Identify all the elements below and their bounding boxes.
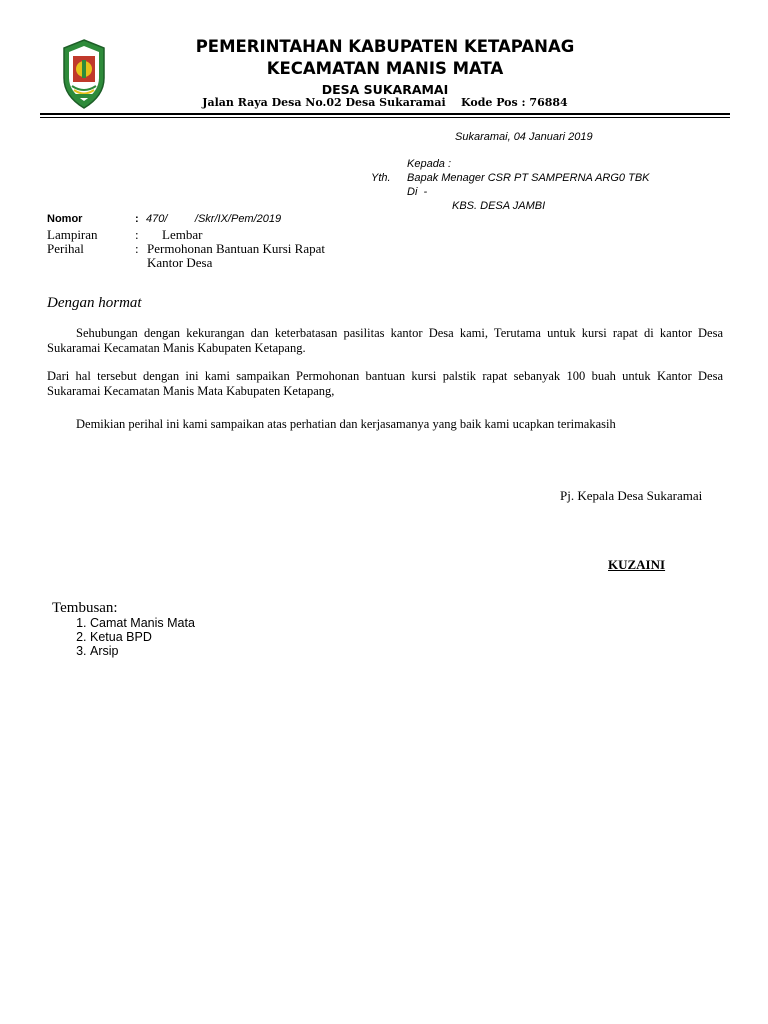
recipient-place: KBS. DESA JAMBI xyxy=(452,200,546,212)
recipient-di: Di - xyxy=(407,186,428,198)
list-item: 2. Ketua BPD xyxy=(90,630,195,644)
nomor-colon: : xyxy=(135,213,139,225)
letterhead-district: KECAMATAN MANIS MATA xyxy=(266,59,504,78)
recipient-yth: Yth. xyxy=(371,172,391,184)
header-rule-thick xyxy=(40,113,730,115)
tembusan-list xyxy=(47,616,195,658)
nomor-value: 470/ /Skr/IX/Pem/2019 xyxy=(146,213,282,225)
paragraph-2: Dari hal tersebut dengan ini kami sampaikan Permohonan bantuan kursi palstik rapat sebanyak 100 buah untuk Kantor Desa Sukaramai Kecamatan Manis Mata Kabupaten Ketapang, xyxy=(47,369,723,398)
lampiran-colon: : xyxy=(135,227,139,242)
perihal-value-line1: Permohonan Bantuan Kursi Rapat xyxy=(147,241,325,256)
nomor-label: Nomor xyxy=(47,213,83,225)
recipient-kepada: Kepada : xyxy=(407,158,452,170)
greeting: Dengan hormat xyxy=(47,295,142,311)
signature-title: Pj. Kepala Desa Sukaramai xyxy=(560,488,703,503)
letterhead-government: PEMERINTAHAN KABUPATEN KETAPANAG xyxy=(195,37,575,56)
list-item: 1. Camat Manis Mata xyxy=(90,616,195,630)
signature-name: KUZAINI xyxy=(608,557,666,572)
lampiran-value: Lembar xyxy=(162,227,203,242)
perihal-value-line2: Kantor Desa xyxy=(147,255,213,270)
paragraph-1: Sehubungan dengan kekurangan dan keterbatasan pasilitas kantor Desa kami, Terutama untuk kursi rapat di kantor Desa Sukaramai Kecamatan Manis Kabupaten Ketapang. xyxy=(47,326,723,355)
list-item: 3. Arsip xyxy=(90,644,195,658)
recipient-name: Bapak Menager CSR PT SAMPERNA ARG0 TBK xyxy=(407,172,650,184)
paragraph-3: Demikian perihal ini kami sampaikan atas perhatian dan kerjasamanya yang baik kami ucapkan terimakasih xyxy=(76,417,616,431)
lampiran-label: Lampiran xyxy=(47,227,98,242)
letter-date: Sukaramai, 04 Januari 2019 xyxy=(455,131,593,143)
perihal-colon: : xyxy=(135,241,139,256)
letterhead-address: Jalan Raya Desa No.02 Desa Sukaramai Kode Pos : 76884 xyxy=(202,96,568,109)
regency-logo xyxy=(60,38,108,110)
perihal-label: Perihal xyxy=(47,241,84,256)
tembusan-label: Tembusan: xyxy=(52,600,118,616)
letterhead-village: DESA SUKARAMAI xyxy=(321,82,449,97)
header-rule-thin xyxy=(40,117,730,118)
